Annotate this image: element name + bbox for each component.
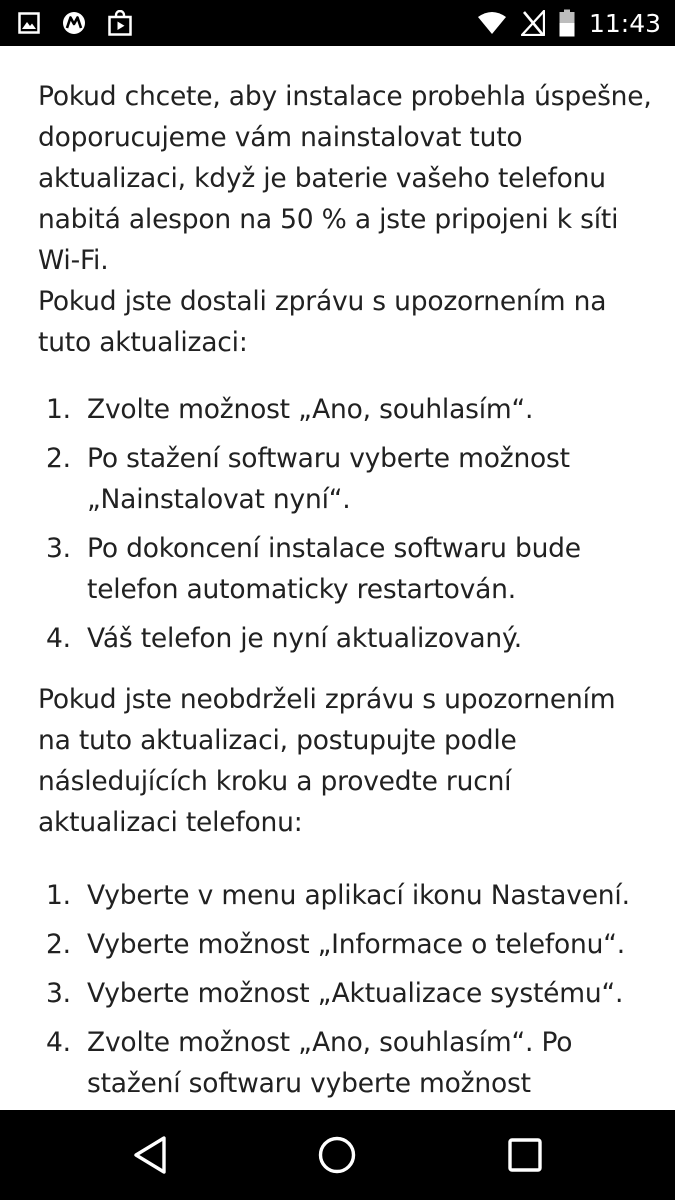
step-number: 1. bbox=[46, 394, 71, 425]
list-item bbox=[38, 528, 653, 610]
back-icon bbox=[132, 1135, 168, 1175]
list-item bbox=[38, 973, 653, 1014]
article-content[interactable] bbox=[0, 46, 675, 1110]
list-item bbox=[38, 875, 653, 916]
no-signal-icon bbox=[521, 10, 545, 36]
list-item bbox=[38, 389, 653, 430]
update-instructions bbox=[38, 76, 653, 1110]
status-bar bbox=[0, 0, 675, 46]
step-text: Vyberte možnost „Informace o telefonu“. bbox=[87, 929, 625, 960]
step-text: Po dokoncení instalace softwaru bude telefon automaticky restartován. bbox=[87, 533, 581, 605]
step-number: 4. bbox=[46, 1027, 71, 1058]
step-text: Zvolte možnost „Ano, souhlasím“. bbox=[87, 394, 534, 425]
shopping-bag-icon bbox=[108, 10, 132, 36]
list-item bbox=[38, 438, 653, 520]
step-number: 3. bbox=[46, 978, 71, 1009]
list-item bbox=[38, 1022, 653, 1104]
list-item bbox=[38, 618, 653, 659]
step-text: Vyberte v menu aplikací ikonu Nastavení. bbox=[87, 880, 630, 911]
system-status-icons bbox=[477, 0, 661, 46]
image-notification-icon bbox=[18, 12, 40, 34]
wifi-icon bbox=[477, 11, 507, 35]
navigation-bar bbox=[0, 1110, 675, 1200]
home-icon bbox=[317, 1135, 357, 1175]
step-number: 2. bbox=[46, 443, 71, 474]
step-number: 1. bbox=[46, 880, 71, 911]
notified-heading: Pokud jste dostali zprávu s upozornením na tuto aktualizaci: bbox=[38, 286, 607, 358]
battery-icon bbox=[559, 9, 575, 37]
status-clock: 11:43 bbox=[588, 8, 661, 38]
step-text: Váš telefon je nyní aktualizovaný. bbox=[87, 623, 522, 654]
step-number: 4. bbox=[46, 623, 71, 654]
home-button[interactable] bbox=[314, 1132, 360, 1178]
step-text: Po stažení softwaru vyberte možnost „Nainstalovat nyní“. bbox=[87, 443, 570, 515]
motorola-icon bbox=[62, 11, 86, 35]
notified-steps-list bbox=[38, 389, 653, 659]
back-button[interactable] bbox=[127, 1132, 173, 1178]
recents-button[interactable] bbox=[502, 1132, 548, 1178]
notification-icons bbox=[18, 8, 132, 38]
manual-steps-list bbox=[38, 875, 653, 1104]
recents-icon bbox=[507, 1137, 543, 1173]
list-item bbox=[38, 924, 653, 965]
step-number: 3. bbox=[46, 533, 71, 564]
intro-paragraph: Pokud chcete, aby instalace probehla úspešne, doporucujeme vám nainstalovat tuto aktualizaci, když je baterie vašeho telefonu nabitá alespon na 50 % a jste pripojeni k síti Wi-Fi. bbox=[38, 81, 652, 276]
step-text: Vyberte možnost „Aktualizace systému“. bbox=[87, 978, 624, 1009]
manual-heading: Pokud jste neobdrželi zprávu s upozornením na tuto aktualizaci, postupujte podle následujících kroku a provedte rucní aktualizaci telefonu: bbox=[38, 684, 616, 838]
step-number: 2. bbox=[46, 929, 71, 960]
step-text: Zvolte možnost „Ano, souhlasím“. Po stažení softwaru vyberte možnost bbox=[87, 1027, 573, 1099]
